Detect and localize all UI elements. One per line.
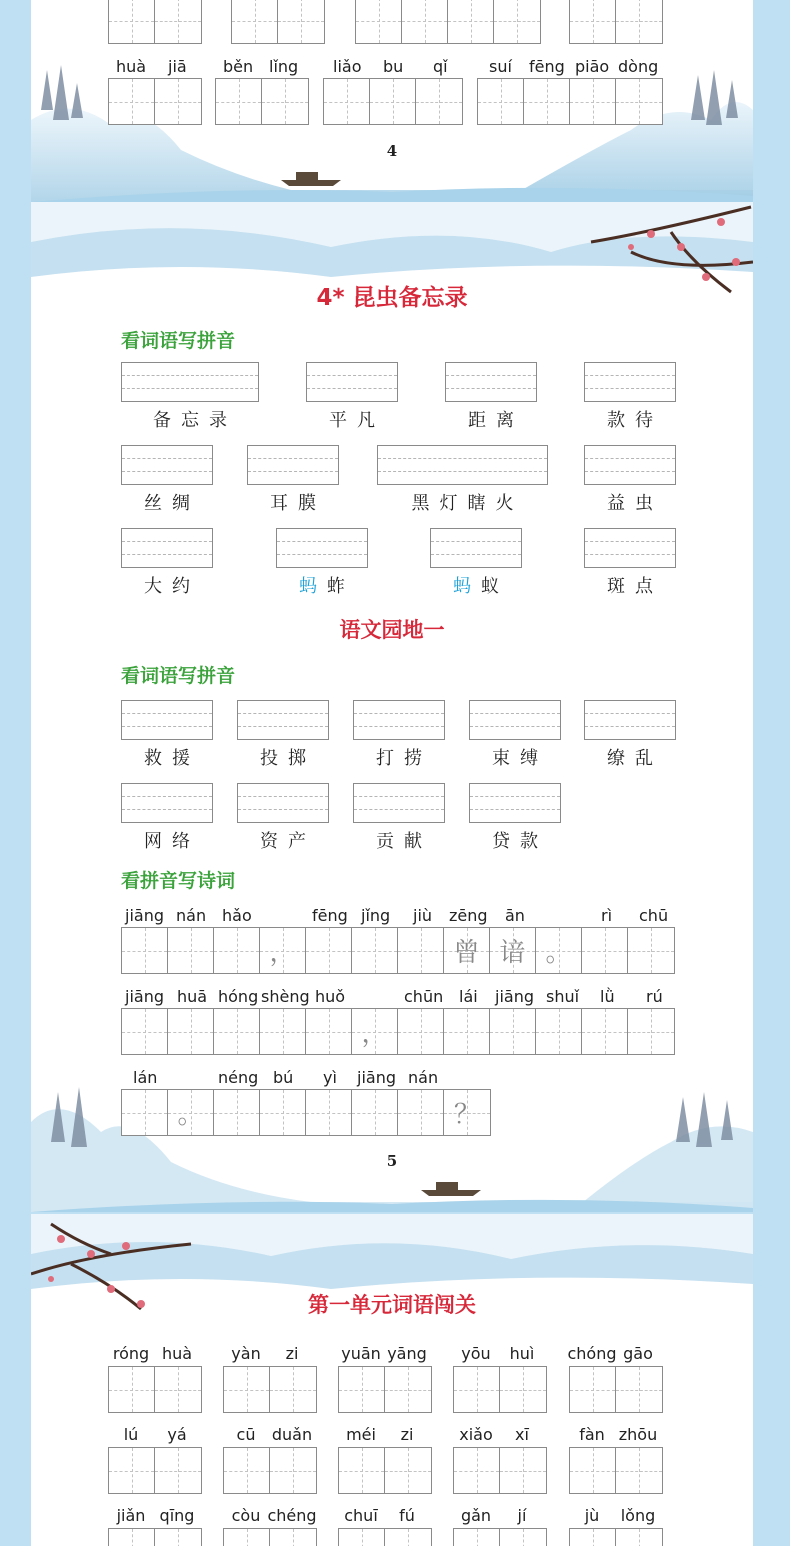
pinyin: chóng <box>567 1344 617 1363</box>
garden-title: 语文园地一 <box>339 618 445 642</box>
section-label: 看词语写拼音 <box>121 330 236 352</box>
section-label: 看拼音写诗词 <box>121 870 236 892</box>
pinyin: duǎn <box>271 1425 313 1444</box>
pinyin: jiù <box>413 906 433 925</box>
grid-row-top[interactable] <box>355 0 541 44</box>
pinyin: xiǎo <box>459 1425 493 1444</box>
pinyin-answer-box[interactable] <box>121 445 213 485</box>
writing-grid[interactable] <box>338 1528 432 1546</box>
pinyin: zhōu <box>618 1425 658 1444</box>
pinyin: gǎn <box>460 1506 492 1525</box>
pinyin: còu <box>231 1506 261 1525</box>
grid-row-top[interactable] <box>108 0 202 44</box>
pinyin: liǎo <box>333 57 362 76</box>
pinyin: jiā <box>168 57 187 76</box>
word: 资产 <box>260 831 316 852</box>
word: 打捞 <box>376 748 432 769</box>
grid-row-top[interactable] <box>569 0 663 44</box>
word: 丝绸 <box>144 493 200 514</box>
pinyin: lǒng <box>620 1506 656 1525</box>
writing-grid[interactable] <box>108 1528 202 1546</box>
pinyin-answer-box[interactable] <box>584 700 676 740</box>
pinyin: fēng <box>312 906 348 925</box>
pinyin: yāng <box>387 1344 427 1363</box>
pinyin: hǎo <box>222 906 252 925</box>
pinyin: yá <box>167 1425 187 1444</box>
unit-review-sheet <box>31 1214 753 1546</box>
pinyin-answer-box[interactable] <box>306 362 398 402</box>
writing-grid[interactable] <box>569 1366 663 1413</box>
pinyin: huà <box>161 1344 193 1363</box>
word: 耳膜 <box>270 493 326 514</box>
pinyin: rú <box>646 987 663 1006</box>
pinyin-answer-box[interactable] <box>121 362 259 402</box>
pinyin-answer-box[interactable] <box>121 700 213 740</box>
pinyin: fēng <box>529 57 565 76</box>
pinyin: jiāng <box>125 987 164 1006</box>
pinyin: jí <box>517 1506 527 1525</box>
pinyin-answer-box[interactable] <box>584 362 676 402</box>
pinyin: lǜ <box>600 987 615 1006</box>
pinyin-answer-box[interactable] <box>445 362 537 402</box>
pinyin: zi <box>285 1344 299 1363</box>
word: 大约 <box>144 576 200 597</box>
poem-grid-line-2[interactable] <box>121 1008 675 1055</box>
pinyin: róng <box>112 1344 150 1363</box>
lesson-title: 4* 昆虫备忘录 <box>316 285 468 311</box>
pinyin: shuǐ <box>546 987 580 1006</box>
landscape-illustration <box>31 1062 753 1212</box>
question-mark: ？ <box>453 1100 480 1130</box>
page-number: 5 <box>386 1152 398 1170</box>
unit-title: 第一单元词语闯关 <box>308 1293 476 1317</box>
pinyin: yì <box>323 1068 337 1087</box>
pinyin-answer-box[interactable] <box>121 528 213 568</box>
pinyin: gāo <box>623 1344 653 1363</box>
pinyin: hóng <box>218 987 259 1006</box>
period-mark: 。 <box>545 938 572 968</box>
pinyin: lán <box>133 1068 158 1087</box>
pinyin: huā <box>177 987 208 1006</box>
pinyin: méi <box>346 1425 376 1444</box>
poem-grid-line-1[interactable] <box>121 927 675 974</box>
page-5-sheet <box>31 202 753 1212</box>
pinyin: jù <box>584 1506 600 1525</box>
pinyin: chéng <box>267 1506 317 1525</box>
section-label: 看词语写拼音 <box>121 665 236 687</box>
period-mark: 。 <box>177 1100 204 1130</box>
pinyin-answer-box[interactable] <box>469 783 561 823</box>
page-4-sheet <box>31 0 753 202</box>
pinyin: nán <box>176 906 207 925</box>
word-highlighted: 蚂蚱 <box>299 576 355 597</box>
pinyin-answer-box[interactable] <box>469 700 561 740</box>
word: 缭乱 <box>607 748 663 769</box>
pinyin: lǐng <box>269 57 299 76</box>
grid-row-top[interactable] <box>231 0 325 44</box>
word: 投掷 <box>260 748 316 769</box>
pinyin: yuān <box>341 1344 381 1363</box>
writing-grid[interactable] <box>215 78 309 125</box>
pinyin: qǐ <box>433 57 448 76</box>
pinyin: néng <box>218 1068 259 1087</box>
pinyin: lái <box>459 987 478 1006</box>
pinyin: qīng <box>159 1506 195 1525</box>
pinyin: yàn <box>231 1344 261 1363</box>
pinyin-answer-box[interactable] <box>237 700 329 740</box>
pinyin-answer-box[interactable] <box>584 528 676 568</box>
writing-grid[interactable] <box>338 1366 432 1413</box>
writing-grid[interactable] <box>108 1366 202 1413</box>
pinyin: zi <box>400 1425 414 1444</box>
word: 距离 <box>468 410 524 431</box>
pinyin: chuī <box>344 1506 378 1525</box>
word-highlighted: 蚂蚁 <box>453 576 509 597</box>
pinyin-answer-box[interactable] <box>430 528 522 568</box>
printed-char: 曾 <box>453 938 480 968</box>
pinyin: piāo <box>575 57 610 76</box>
pinyin: lú <box>123 1425 139 1444</box>
pinyin-answer-box[interactable] <box>377 445 548 485</box>
pinyin: chūn <box>404 987 444 1006</box>
comma-mark: ， <box>269 938 296 968</box>
pinyin: bú <box>273 1068 294 1087</box>
writing-grid[interactable] <box>477 78 663 125</box>
pinyin: suí <box>489 57 512 76</box>
word: 救援 <box>144 748 200 769</box>
word: 斑点 <box>607 576 663 597</box>
pinyin: huà <box>116 57 147 76</box>
pinyin: jiāng <box>495 987 534 1006</box>
pinyin: dòng <box>618 57 659 76</box>
pinyin: jiāng <box>357 1068 396 1087</box>
word: 备忘录 <box>153 410 237 431</box>
writing-grid[interactable] <box>223 1447 317 1494</box>
printed-char: 谙 <box>499 938 526 968</box>
pinyin-answer-box[interactable] <box>237 783 329 823</box>
poem-grid-line-3[interactable] <box>121 1089 491 1136</box>
pinyin-answer-box[interactable] <box>584 445 676 485</box>
pinyin-answer-box[interactable] <box>353 700 445 740</box>
pinyin: rì <box>601 906 613 925</box>
pinyin: chū <box>639 906 669 925</box>
writing-grid[interactable] <box>569 1528 663 1546</box>
word: 益虫 <box>607 493 663 514</box>
pinyin: yōu <box>461 1344 491 1363</box>
writing-grid[interactable] <box>108 1447 202 1494</box>
pinyin-answer-box[interactable] <box>353 783 445 823</box>
word: 网络 <box>144 831 200 852</box>
pinyin: zēng <box>449 906 488 925</box>
word: 款待 <box>607 410 663 431</box>
word: 平凡 <box>329 410 385 431</box>
pinyin: cū <box>236 1425 256 1444</box>
pinyin: xī <box>515 1425 529 1444</box>
pinyin: nán <box>408 1068 439 1087</box>
pinyin: ān <box>505 906 525 925</box>
word: 贡献 <box>376 831 432 852</box>
pinyin-answer-box[interactable] <box>276 528 368 568</box>
pinyin: jǐng <box>361 906 391 925</box>
word: 束缚 <box>492 748 548 769</box>
pinyin-answer-box[interactable] <box>121 783 213 823</box>
writing-grid[interactable] <box>453 1528 547 1546</box>
writing-grid[interactable] <box>323 78 463 125</box>
writing-grid[interactable] <box>453 1366 547 1413</box>
pinyin: jiāng <box>125 906 164 925</box>
writing-grid[interactable] <box>108 78 202 125</box>
writing-grid[interactable] <box>338 1447 432 1494</box>
pinyin: huì <box>509 1344 535 1363</box>
pinyin: fú <box>399 1506 415 1525</box>
pinyin: shèng <box>261 987 310 1006</box>
writing-grid[interactable] <box>223 1528 317 1546</box>
pinyin: bu <box>383 57 404 76</box>
pinyin: běn <box>223 57 254 76</box>
pinyin-answer-box[interactable] <box>247 445 339 485</box>
writing-grid[interactable] <box>569 1447 663 1494</box>
writing-grid[interactable] <box>223 1366 317 1413</box>
writing-grid[interactable] <box>453 1447 547 1494</box>
word: 贷款 <box>492 831 548 852</box>
pinyin: fàn <box>579 1425 605 1444</box>
pinyin: jiǎn <box>116 1506 146 1525</box>
word: 黑灯瞎火 <box>411 493 524 514</box>
page-number: 4 <box>386 142 398 160</box>
comma-mark: ， <box>361 1019 388 1049</box>
pinyin: huǒ <box>315 987 346 1006</box>
